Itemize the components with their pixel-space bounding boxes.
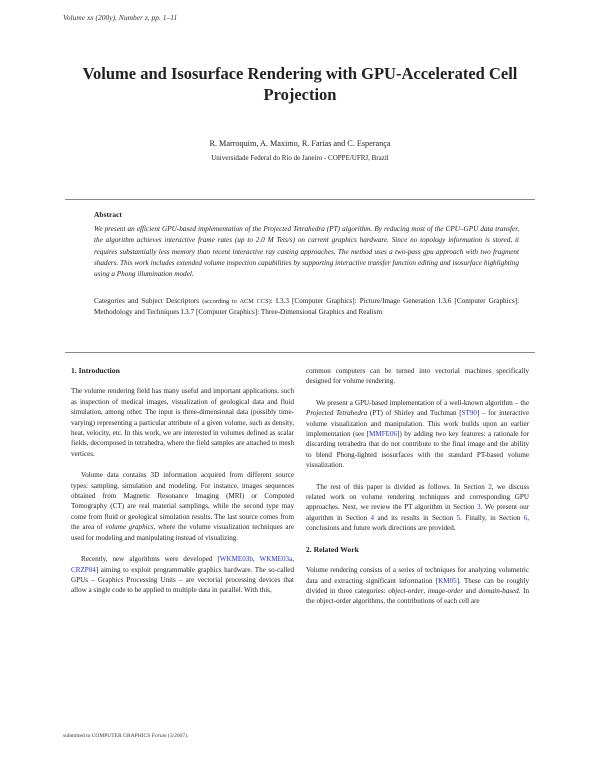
citation-link[interactable]: CRZP04 [71,565,96,574]
right-paragraph-3 [306,482,529,534]
left-column [71,366,294,607]
right-p4-c: . In the object-order algorithms, the contributions of each cell are [306,586,530,606]
right-p4-a: Volume rendering consists of a series of techniques for analyzing volumetric data and extracting significant information [ [306,566,529,585]
section-link[interactable]: 5 [456,513,461,522]
citation-link[interactable]: MMFE06 [369,430,398,439]
intro-p2-em: volume graphics [105,523,154,532]
right-p3-d: and its results in Section [374,513,457,522]
intro-p2-a: Volume data contains 3D information acquired from different source types: sampling, simulation and modeling. For instance, images sequences obtained from Magnetic Resonance Imaging (MRI) or Computed Tomography (CT) are real material samplings, while the second type may come from fluid or geological simulation results. The last source comes from the area of [71,471,294,532]
categories-text: : I.3.3 [Computer Graphics]: Picture/Image Generation I.3.6 [Computer Graphics]: Methodology and Techniques I.3.7 [Computer Graphics]: Three-Dimensional Graphics and Realism [94,297,520,317]
right-p4-b: ]. These can be roughly divided in three categories: [306,576,529,595]
journal-header: Volume xx (200y), Number z, pp. 1–11 [63,13,178,22]
intro-paragraph-2 [71,470,294,543]
right-p4-sep: and [463,586,479,595]
right-p3-f: , conclusions and future work directions are provided. [306,513,530,533]
footer-lead: submitted to COMPUTER GRAPHICS [63,733,152,739]
right-p2-b: (PT) of Shirley and Tuchman [ [367,409,462,418]
citation-separator: , [292,555,294,564]
affiliation: Universidade Federal do Rio de Janeiro - COPPE/UFRJ, Brazil [211,154,389,162]
abstract-heading: Abstract [94,210,122,219]
right-p3-e: . Finally, in Section [460,513,524,522]
category-image-order: image-order [427,586,463,595]
citation-link[interactable]: WKME03a [259,555,293,564]
right-p2-d: ]) by adding two key features: a rationale for discarding tetrahedra that do not contribute to the final image and the ability to blend Phong-lighted isosurfaces with the standard PT-based volume visualization. [306,430,529,470]
right-column [306,366,529,618]
abstract-top-rule [65,199,535,200]
intro-p2-b: , where the volume visualization techniques are used for modeling and manipulating instead of visualizing. [71,523,294,542]
authors: R. Marroquim, A. Maximo, R. Farias and C. Esperança [209,139,391,148]
right-p2-em: Projected Tetrahedra [306,409,368,418]
categories [94,296,519,318]
categories-note: (according to ACM CCS) [202,298,271,305]
right-p3-c: . We present our algorithm in Section [306,503,530,522]
section-link[interactable]: 3 [476,503,481,512]
right-p3-b: , we discuss related work on volume rendering techniques and corresponding GPU approaches. Next, we review the PT algorithm in Section [306,482,529,512]
intro-p3-b: ] aiming to exploit programmable graphics hardware. The so-called GPUs – Graphics Processing Units – are vectorial processing devices that allow a single code to be applied to multiple data in parallel. With this, [71,565,294,595]
section-link[interactable]: 6 [523,513,528,522]
abstract-bottom-rule [65,352,535,353]
category-domain-based: domain-based [478,586,519,595]
abstract-text: We present an efficient GPU-based implementation of the Projected Tetrahedra (PT) algorithm. By reducing most of the CPU–GPU data transfer, the algorithm achieves interactive frame rates (up to 2.0 M Tets/s) on current graphics hardware. Since no topology information is stored, it requires substantially less memory than recent interactive ray casting approaches. The method uses a two-pass gpu approach with two fragment shaders. This work includes extended volume inspection capabilities by supporting interactive transfer function editing and isosurface highlighting using a Phong illumination model. [94,225,519,279]
right-p4-sep: , [423,586,428,595]
categories-lead: Categories and Subject Descriptors [94,297,200,305]
footer-tail: (3/2007). [166,733,189,739]
citation-separator: , [252,555,260,564]
intro-paragraph-3 [71,554,294,596]
page-footer [63,733,188,739]
citation-link[interactable]: KM05 [438,576,457,585]
footer-em: Forum [151,733,167,739]
intro-paragraph-1: The volume rendering field has many useful and important applications, such as inspection of medical images, visualization of geological data and fluid simulation, among other. The input is three-dimensional data (possibly time-varying) representing a particular attribute of a given volume, such as density, heat, velocity, etc. In this work, we are interested in volumes defined as scalar fields, decomposed in tetrahedra, where the field samples are attached to mesh vertices. [71,387,294,458]
paper-title: Volume and Isosurface Rendering with GPU-Accelerated Cell Projection [82,64,518,104]
intro-heading: 1. Introduction [71,366,120,375]
right-p3-a: The rest of this paper is divided as follows. In Section [316,482,489,491]
category-object-order: object-order [388,586,424,595]
related-work-heading: 2. Related Work [306,544,359,554]
section-link[interactable]: 2 [488,482,492,491]
citation-link[interactable]: ST90 [461,409,477,418]
section-link[interactable]: 4 [370,513,375,522]
right-paragraph-4 [306,565,529,607]
right-p2-a: We present a GPU-based implementation of a well-known algorithm – the [316,398,529,407]
right-paragraph-2 [306,398,529,471]
right-paragraph-1: common computers can be turned into vectorial machines specifically designed for volume rendering. [306,367,529,386]
right-p2-c: ] – for interactive volume visualization and manipulation. This work builds upon an earlier implementation (see [ [306,409,530,439]
citation-link[interactable]: WKME03b [219,555,253,564]
intro-p3-a: Recently, new algorithms were developed [ [81,555,220,564]
